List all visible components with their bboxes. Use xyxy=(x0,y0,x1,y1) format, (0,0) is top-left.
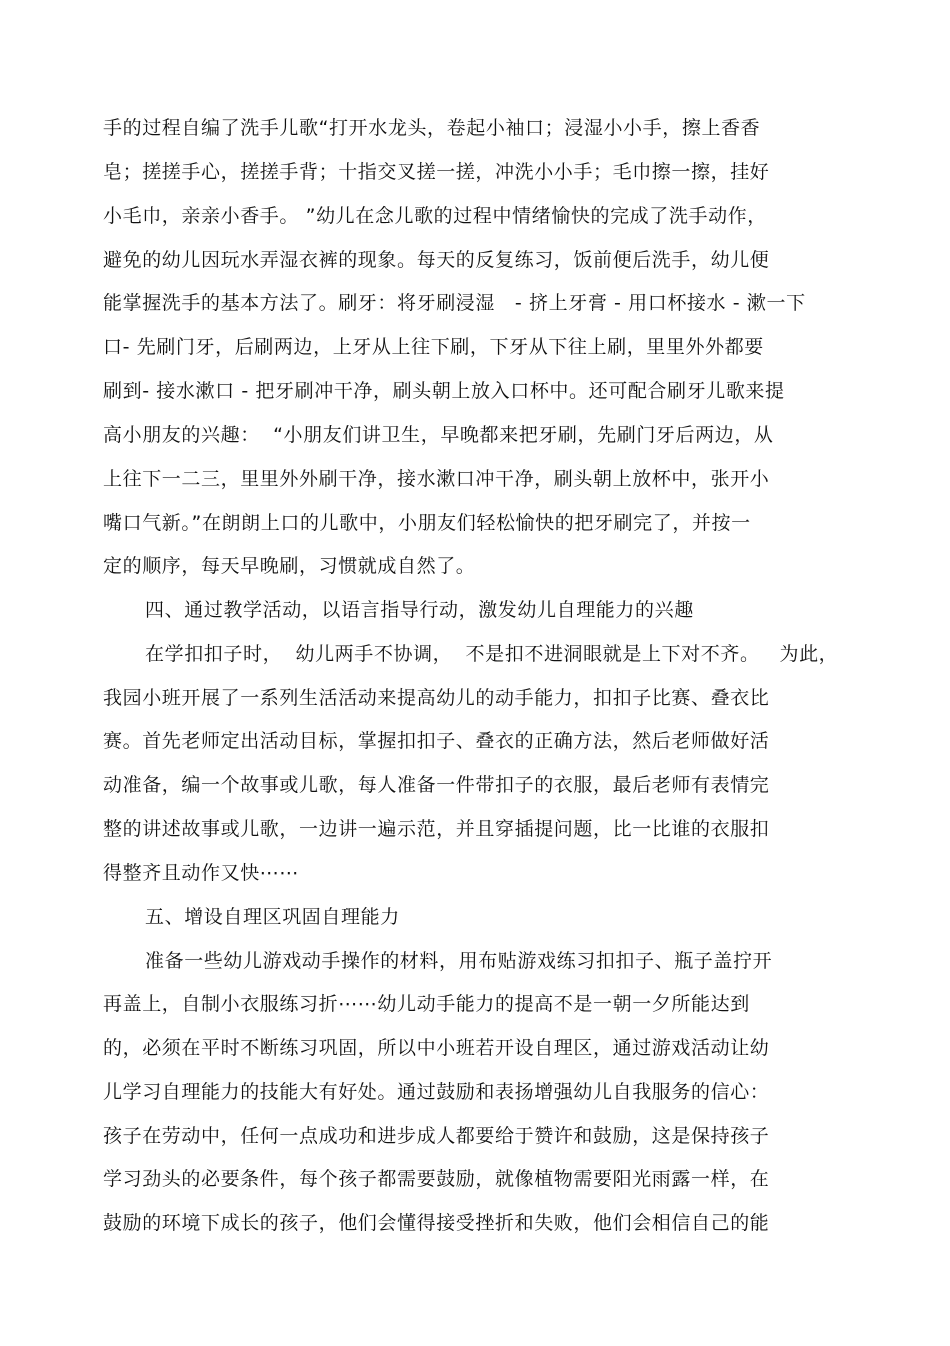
text-line: 手的过程自编了洗手儿歌“打开水龙头，卷起小袖口；浸湿小小手，擦上香香 xyxy=(103,117,761,139)
text-line: 孩子在劳动中，任何一点成功和进步成人都要给于赞许和鼓励，这是保持孩子 xyxy=(103,1125,770,1147)
text-line: 学习劲头的必要条件，每个孩子都需要鼓励，就像植物需要阳光雨露一样，在 xyxy=(103,1168,770,1190)
text-line: 能掌握洗手的基本方法了。刷牙：将牙刷浸湿 - 挤上牙膏 - 用口杯接水 - 漱一下 xyxy=(103,292,806,314)
text-line: 准备一些幼儿游戏动手操作的材料，用布贴游戏练习扣扣子、瓶子盖拧开 xyxy=(145,950,773,972)
text-line: 口- 先刷门牙，后刷两边，上牙从上往下刷，下牙从下往上刷，里里外外都要 xyxy=(103,336,764,358)
text-line: 避免的幼儿因玩水弄湿衣裤的现象。每天的反复练习，饭前便后洗手，幼儿便 xyxy=(103,249,770,271)
text-line: 小毛巾，亲亲小香手。 ”幼儿在念儿歌的过程中情绪愉快的完成了洗手动作， xyxy=(103,205,767,227)
text-line: 嘴口气新。”在朗朗上口的儿歌中，小朋友们轻松愉快的把牙刷完了，并按一 xyxy=(103,512,751,534)
text-line: 动准备，编一个故事或儿歌，每人准备一件带扣子的衣服，最后老师有表情完 xyxy=(103,774,770,796)
text-line: 得整齐且动作又快⋯⋯ xyxy=(103,862,300,884)
text-line: 的，必须在平时不断练习巩固，所以中小班若开设自理区，通过游戏活动让幼 xyxy=(103,1037,770,1059)
text-line: 整的讲述故事或儿歌，一边讲一遍示范，并且穿插提问题，比一比谁的衣服扣 xyxy=(103,818,770,840)
text-line: 上往下一二三，里里外外刷干净，接水漱口冲干净，刷头朝上放杯中，张开小 xyxy=(103,468,770,490)
text-line: 我园小班开展了一系列生活活动来提高幼儿的动手能力，扣扣子比赛、叠衣比 xyxy=(103,687,770,709)
text-line: 再盖上，自制小衣服练习折⋯⋯幼儿动手能力的提高不是一朝一夕所能达到 xyxy=(103,993,750,1015)
text-line: 鼓励的环境下成长的孩子，他们会懂得接受挫折和失败，他们会相信自己的能 xyxy=(103,1212,770,1234)
text-line: 定的顺序，每天早晚刷，习惯就成自然了。 xyxy=(103,555,476,577)
section-heading: 四、通过教学活动，以语言指导行动，激发幼儿自理能力的兴趣 xyxy=(145,599,694,621)
text-line: 在学扣扣子时， 幼儿两手不协调， 不是扣不进洞眼就是上下对不齐。 为此， xyxy=(145,643,839,665)
text-line: 刷到- 接水漱口 - 把牙刷冲干净，刷头朝上放入口杯中。还可配合刷牙儿歌来提 xyxy=(103,380,785,402)
section-heading: 五、增设自理区巩固自理能力 xyxy=(145,906,400,928)
text-line: 高小朋友的兴趣： “小朋友们讲卫生，早晚都来把牙刷，先刷门牙后两边，从 xyxy=(103,424,774,446)
text-line: 儿学习自理能力的技能大有好处。通过鼓励和表扬增强幼儿自我服务的信心： xyxy=(103,1081,770,1103)
text-line: 皂；搓搓手心，搓搓手背；十指交叉搓一搓，冲洗小小手；毛巾擦一擦，挂好 xyxy=(103,161,770,183)
text-line: 赛。首先老师定出活动目标，掌握扣扣子、叠衣的正确方法，然后老师做好活 xyxy=(103,730,770,752)
